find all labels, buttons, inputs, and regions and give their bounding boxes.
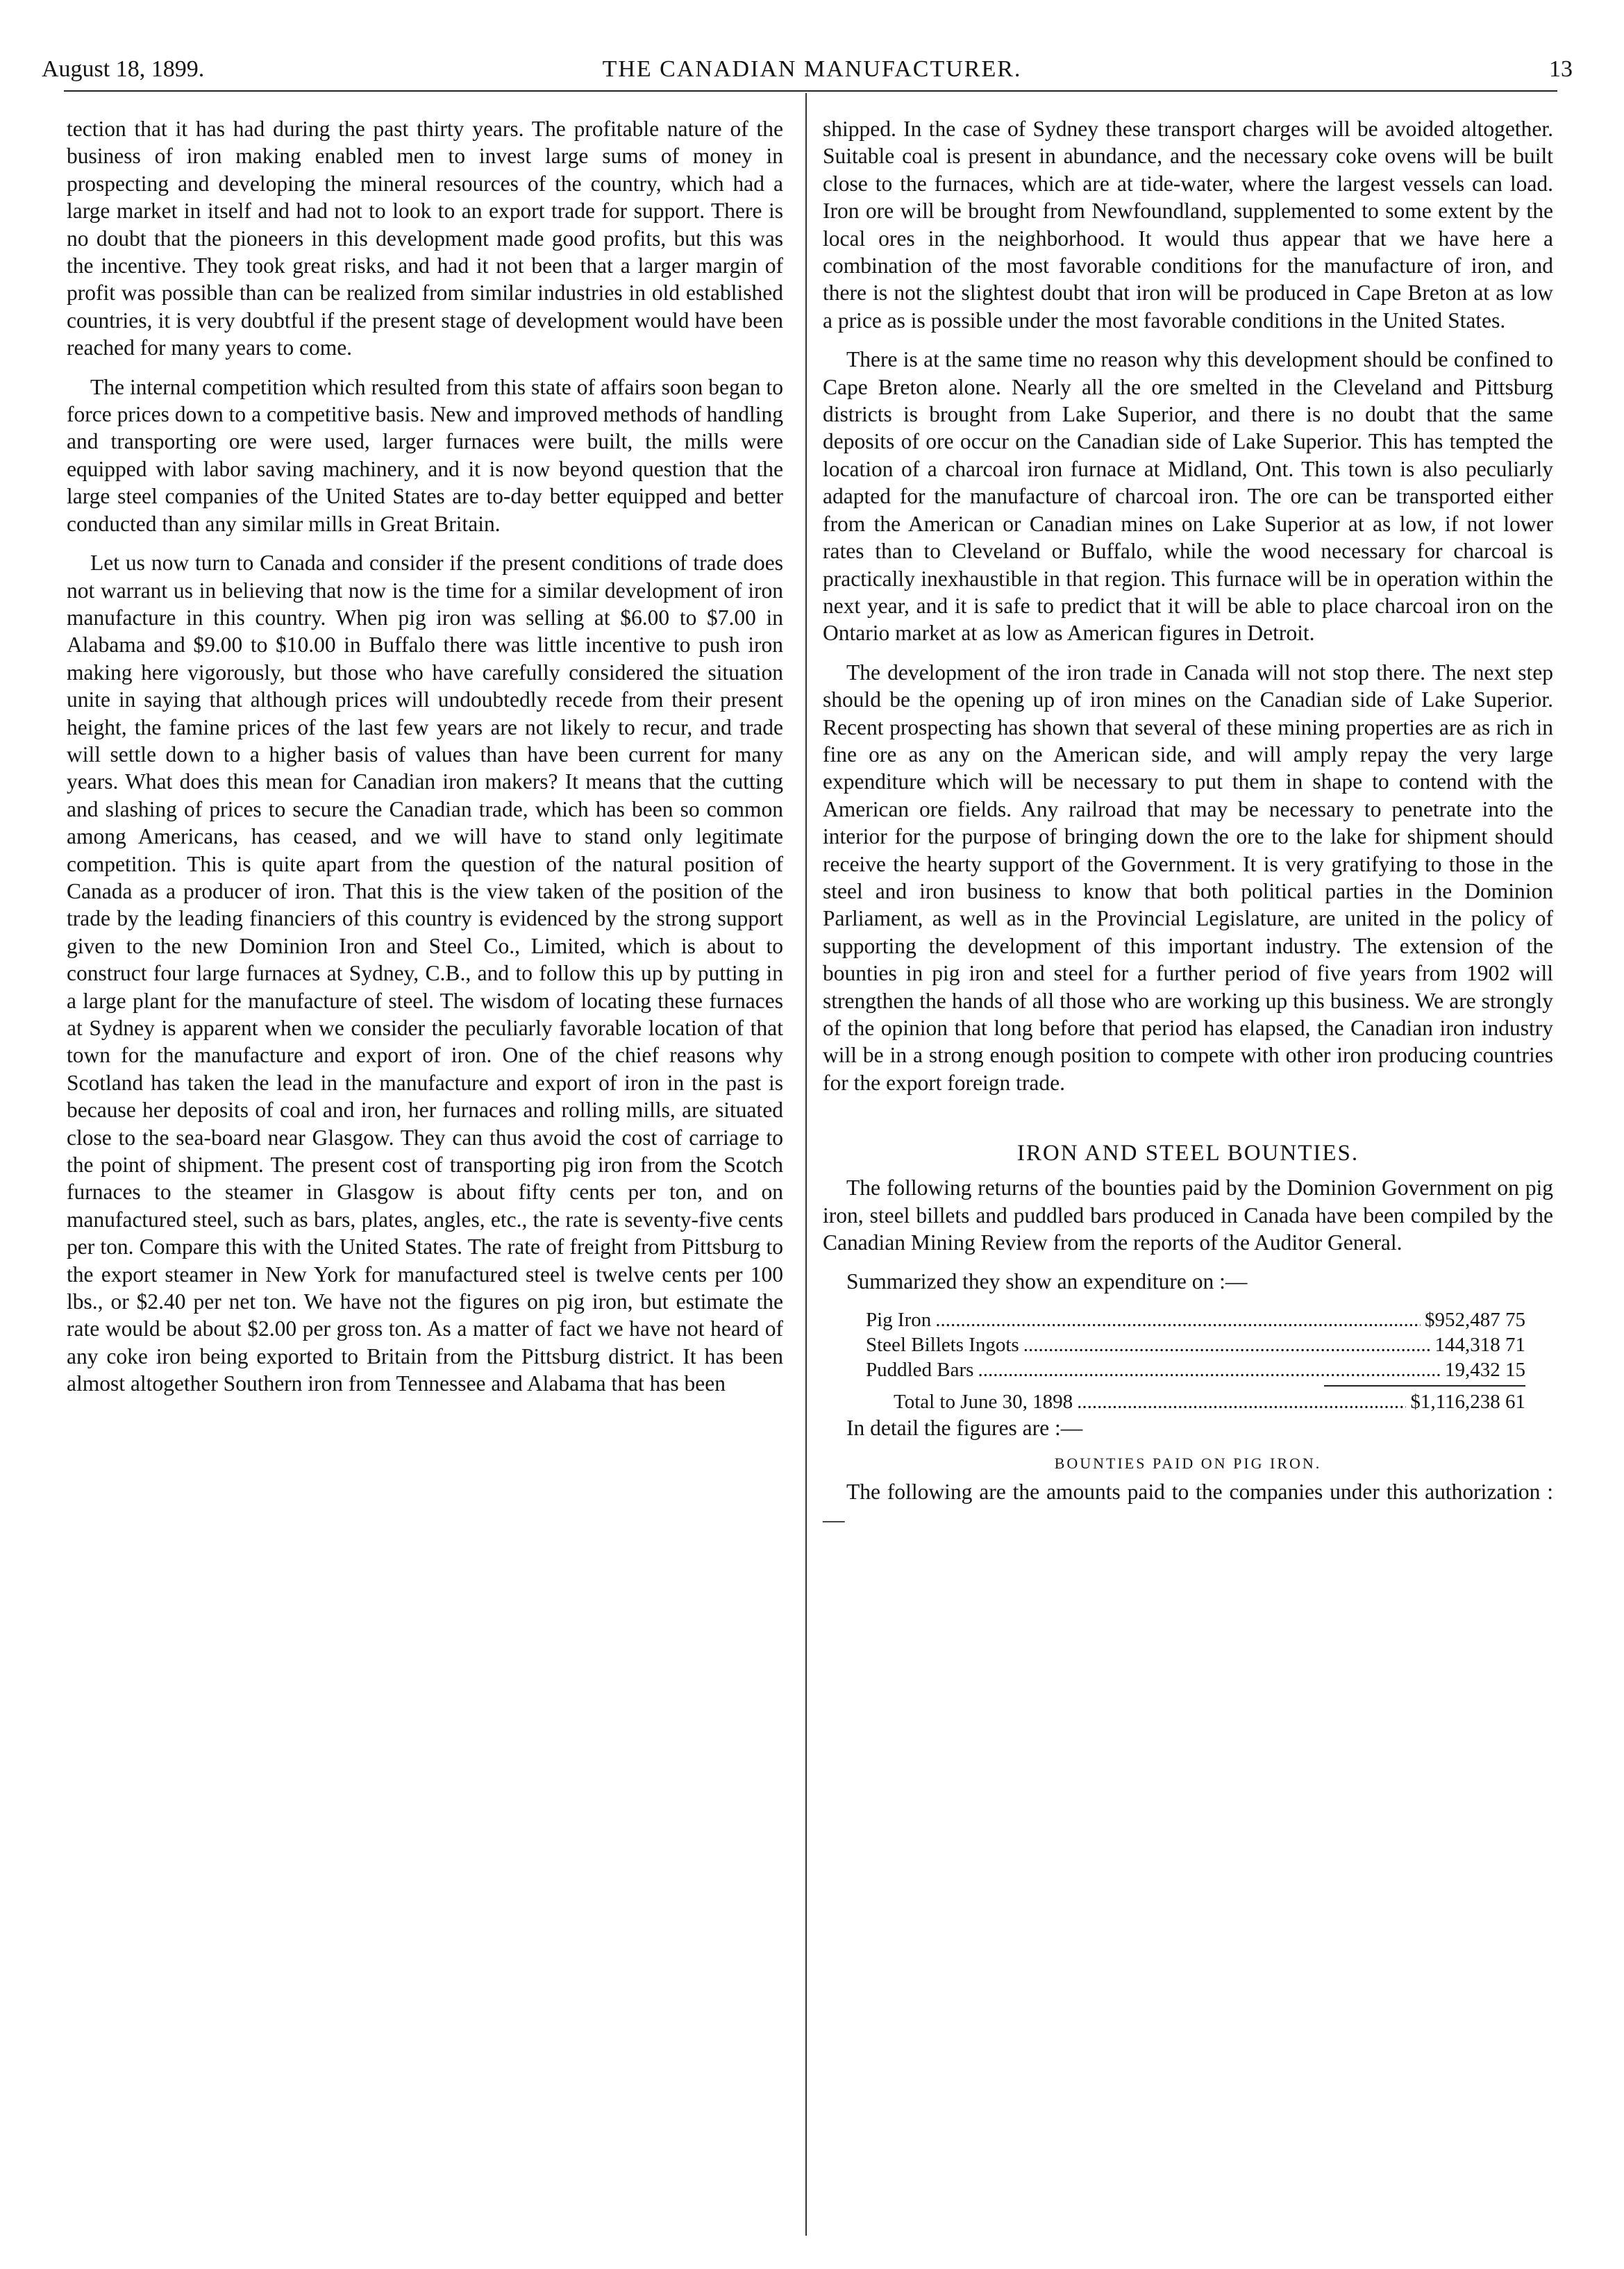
publication-title: THE CANADIAN MANUFACTURER. [602, 56, 1022, 82]
total-label: Total to June 30, 1898 [894, 1390, 1073, 1413]
paragraph: Let us now turn to Canada and consider if the present conditions of trade does not warrant us in believing that now is the time for a similar development of iron manufacture in this country. When pig iron was selling at $6.00 to $7.00 in Alabama and $9.00 to $10.00 in Buffalo there was little incentive to push iron making here vigorously, but those who have carefully considered the situation unite in saying that although prices will undoubtedly recede from their present height, the famine prices of the last few years are not likely to recur, and trade will settle down to a higher basis of values than have been current for many years. What does this mean for Canadian iron makers? It means that the cutting and slashing of prices to secure the Canadian trade, which has been so common among Americans, has ceased, and we will have to stand only legitimate competition. This is quite apart from the question of the natural position of Canada as a producer of iron. That this is the view taken of the position of the trade by the leading financiers of this country is evidenced by the strong support given to the new Dominion Iron and Steel Co., Limited, which is about to construct four large furnaces at Sydney, C.B., and to follow this up by putting in a large plant for the manufacture of steel. The wisdom of locating these furnaces at Sydney is apparent when we consider the peculiarly favorable location of that town for the manufacture and export of iron. One of the chief reasons why Scotland has taken the lead in the manufacture and export of iron in the past is because her deposits of coal and iron, her furnaces and rolling mills, are situated close to the sea-board near Glasgow. They can thus avoid the cost of carriage to the point of shipment. The present cost of transporting pig iron from the Scotch furnaces to the steamer in Glasgow is about fifty cents per ton, and on manufactured steel, such as bars, plates, angles, etc., the rate is seventy-five cents per ton. Compare this with the United States. The rate of freight from Pittsburg to the export steamer in New York for manufactured steel is twelve cents per 100 lbs., or $2.40 per net ton. We have not the figures on pig iron, but estimate the rate would be about $2.00 per gross ton. As a matter of fact we have not heard of any coke iron being exported to Britain from the Pittsburg district. It has been almost altogether Southern iron from Tennessee and Alabama that has been [67, 551, 783, 1396]
ledger-amount: 144,318 71 [1434, 1333, 1525, 1356]
dot-leader [978, 1357, 1441, 1382]
ledger-row [866, 1357, 1525, 1382]
section-intro: The following returns of the bounties paid by the Dominion Government on pig iron, steel billets and puddled bars produced in Canada have been compiled by the Canadian Mining Review from the reports of the Auditor General. [823, 1175, 1553, 1255]
ledger-total-row [894, 1389, 1525, 1414]
bounty-ledger [866, 1307, 1525, 1414]
page-number: 13 [1549, 56, 1573, 82]
left-column [67, 115, 783, 1409]
paragraph-continued: tection that it has had during the past thirty years. The profitable nature of the business of iron making enabled men to invest large sums of money in prospecting and developing the mineral resources of the country, which had a large market in itself and had not to look to an export trade for support. There is no doubt that the pioneers in this development made good profits, but this was the incentive. They took great risks, and had it not been that a larger margin of profit was possible than can be realized from similar industries in old established countries, it is very doubtful if the present stage of development would have been reached for many years to come. [67, 117, 783, 360]
dot-leader [1023, 1332, 1431, 1357]
paragraph: There is at the same time no reason why this development should be confined to Cape Breton alone. Nearly all the ore smelted in the Cleveland and Pittsburg districts is brought from Lake Superior, and there is no doubt that the same deposits of ore occur on the Canadian side of Lake Superior. This has tempted the location of a charcoal iron furnace at Midland, Ont. This town is also peculiarly adapted for the manufacture of charcoal iron. The ore can be transported either from the American or Canadian mines on Lake Superior at as low, if not lower rates than to Cleveland or Buffalo, while the wood necessary for charcoal is practically inexhaustible in that region. This furnace will be in operation within the next year, and it is safe to predict that it will be able to place charcoal iron on the Ontario market at as low as American figures in Detroit. [823, 347, 1553, 646]
dot-leader [1077, 1389, 1406, 1414]
dot-leader [935, 1307, 1421, 1332]
header-rule [64, 90, 1557, 92]
paragraph: The development of the iron trade in Canada will not stop there. The next step should be the opening up of iron mines on the Canadian side of Lake Superior. Recent prospecting has shown that several of these mining properties are as rich in fine ore as any on the American side, and will amply repay the very large expenditure which will be necessary to put them in shape to contend with the American ore fields. Any railroad that may be necessary to penetrate into the interior for the purpose of bringing down the ore to the lake for shipment should receive the hearty support of the Government. It is very gratifying to those in the steel and iron business to know that both political parties in the Dominion Parliament, as well as in the Provincial Legislature, are united in the policy of supporting the development of this important industry. The extension of the bounties in pig iron and steel for a further period of five years from 1902 will strengthen the hands of all those who are working up this business. We are strongly of the opinion that long before that period has elapsed, the Canadian iron industry will be in a strong enough position to compete with other iron producing countries for the export foreign trade. [823, 660, 1553, 1095]
running-head [42, 51, 1582, 87]
right-column [823, 115, 1553, 1545]
paragraph-continued: shipped. In the case of Sydney these transport charges will be avoided altogether. Suitable coal is present in abundance, and the necessary coke ovens will be built close to the furnaces, which are at tide-water, where the largest vessels can load. Iron ore will be brought from Newfoundland, supplemented to some extent by the local ores in the neighborhood. It would thus appear that we have here a combination of the most favorable conditions for the manufacture of iron, and there is not the slightest doubt that iron will be produced in Cape Breton at as low a price as is possible under the most favorable conditions in the United States. [823, 117, 1553, 333]
ledger-label: Puddled Bars [866, 1358, 974, 1381]
ledger-label: Steel Billets Ingots [866, 1333, 1019, 1356]
sum-rule [1324, 1385, 1525, 1387]
summary-lead: Summarized they show an expenditure on :— [846, 1269, 1248, 1294]
detail-lead: In detail the figures are :— [846, 1415, 1083, 1440]
ledger-row [866, 1332, 1525, 1357]
section-heading: IRON AND STEEL BOUNTIES. [1016, 1141, 1359, 1166]
ledger-label: Pig Iron [866, 1308, 932, 1331]
total-amount: $1,116,238 61 [1410, 1390, 1525, 1413]
column-divider [805, 93, 807, 2236]
issue-date: August 18, 1899. [42, 56, 205, 82]
subheading: BOUNTIES PAID ON PIG IRON. [1054, 1455, 1322, 1473]
ledger-amount: 19,432 15 [1445, 1358, 1525, 1381]
paragraph: The internal competition which resulted from this state of affairs soon began to force prices down to a competitive basis. New and improved methods of handling and transporting ore were used, larger furnaces were built, the mills were equipped with labor saving machinery, and it is now beyond question that the large steel companies of the United States are to-day better equipped and better conducted than any similar mills in Great Britain. [67, 374, 783, 536]
ledger-row [866, 1307, 1525, 1332]
closing-paragraph: The following are the amounts paid to the companies under this authorization :— [823, 1480, 1553, 1532]
ledger-amount: $952,487 75 [1425, 1308, 1525, 1331]
